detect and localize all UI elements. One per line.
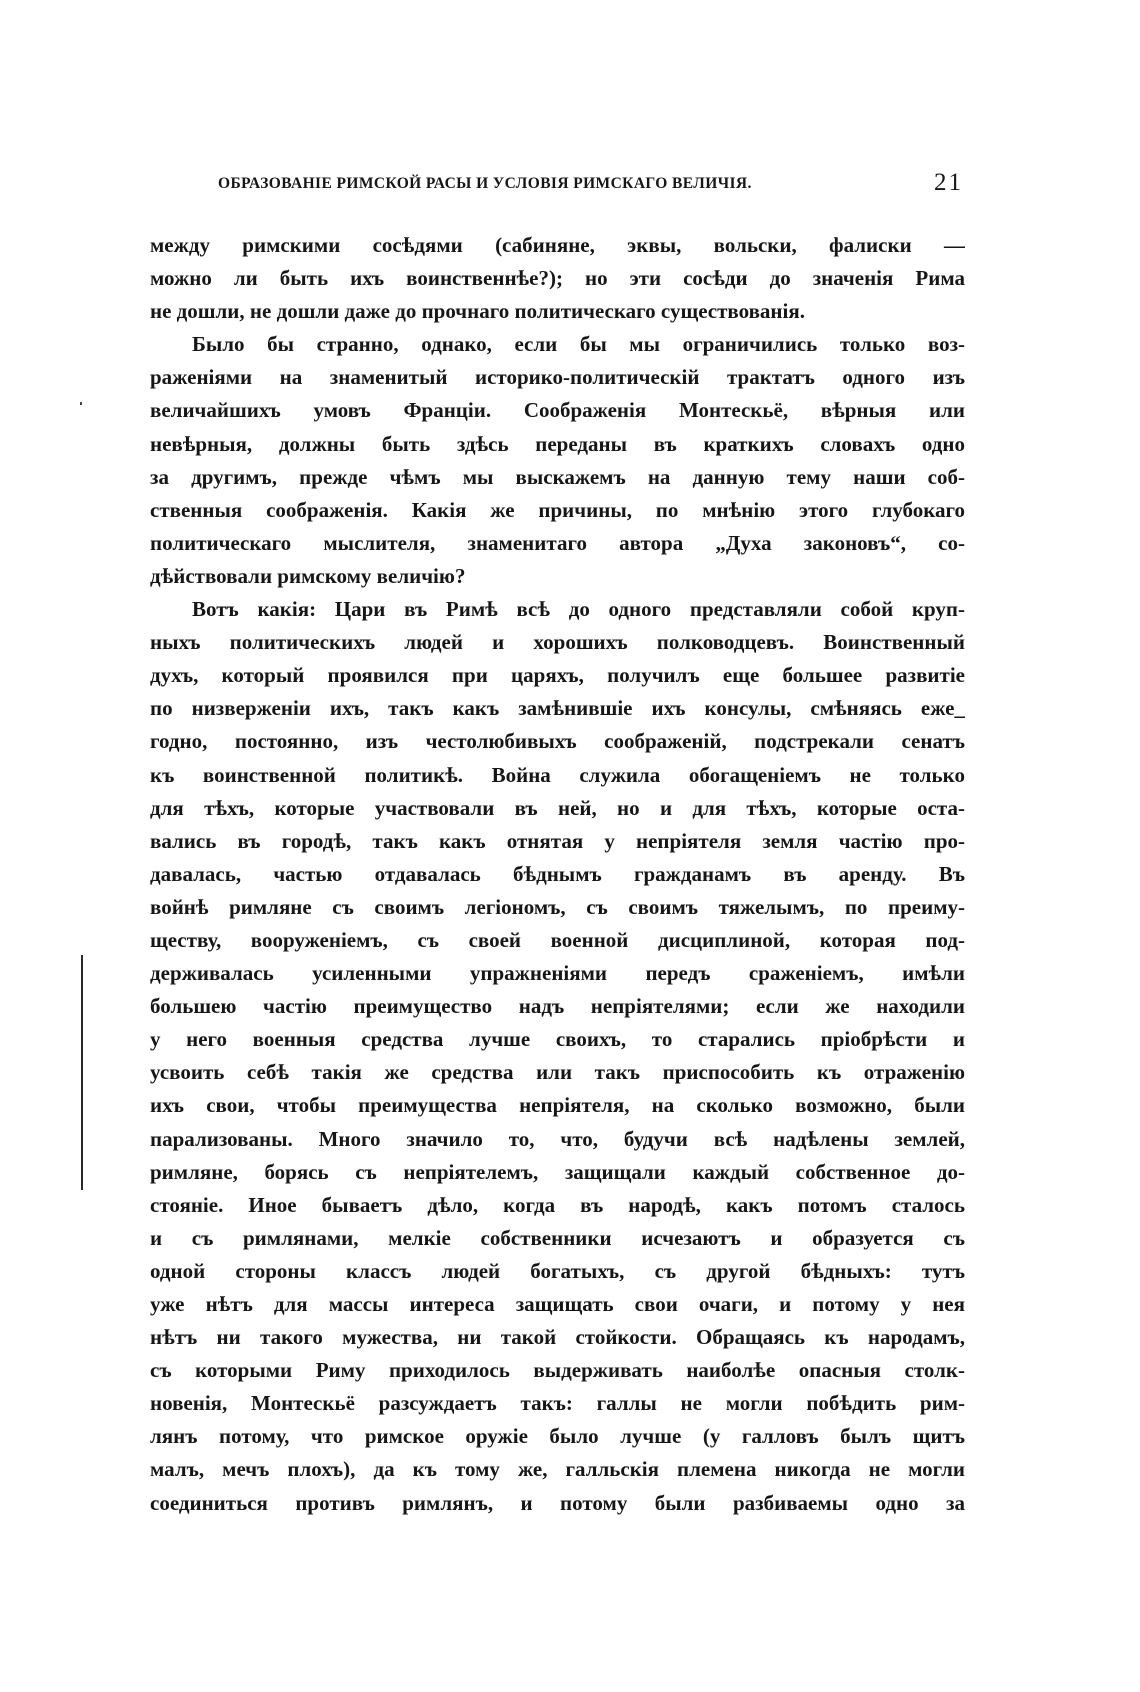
text-line: ихъ свои, чтобы преимущества непріятеля, на сколько возможно, были	[150, 1093, 965, 1118]
text-line: между римскими сосѣдями (сабиняне, эквы, вольски, фалиски —	[150, 233, 965, 257]
text-line: держивалась усиленными упражненіями передъ сраженіемъ, имѣли	[150, 961, 965, 986]
body-text	[150, 229, 965, 1520]
text-line: стояніе. Иное бываетъ дѣло, когда въ народѣ, какъ потомъ сталось	[150, 1192, 965, 1217]
text-line: парализованы. Много значило то, что, будучи всѣ надѣлены землей,	[150, 1126, 965, 1151]
text-line: ныхъ политическихъ людей и хорошихъ полководцевъ. Воинственный	[150, 630, 965, 655]
text-line: Вотъ какія: Цари въ Римѣ всѣ до одного представляли собой круп-	[192, 597, 965, 622]
text-line: духъ, который проявился при царяхъ, получилъ еще большее развитіе	[150, 663, 965, 688]
text-line: величайшихъ умовъ Франціи. Соображенія Монтескьё, вѣрныя или	[150, 398, 965, 423]
text-line: къ воинственной политикѣ. Война служила обогащеніемъ не только	[150, 762, 965, 787]
text-line: новенія, Монтескьё разсуждаетъ такъ: галлы не могли побѣдить рим-	[150, 1391, 965, 1416]
text-line: лянъ потому, что римское оружіе было лучше (у галловъ былъ щитъ	[150, 1424, 965, 1449]
text-line: за другимъ, прежде чѣмъ мы выскажемъ на данную тему наши соб-	[150, 464, 965, 489]
text-line: у него военныя средства лучше своихъ, то старались пріобрѣсти и	[150, 1027, 965, 1052]
text-line: большею частію преимущество надъ непріятелями; если же находили	[150, 994, 965, 1019]
text-line: давалась, частью отдавалась бѣднымъ гражданамъ въ аренду. Въ	[150, 861, 965, 886]
text-line: годно, постоянно, изъ честолюбивыхъ соображеній, подстрекали сенатъ	[150, 729, 965, 754]
text-line: римляне, борясь съ непріятелемъ, защищали каждый собственное до-	[150, 1159, 965, 1184]
text-line: войнѣ римляне съ своимъ легіономъ, съ своимъ тяжелымъ, по преиму-	[150, 894, 965, 919]
text-line: не дошли, не дошли даже до прочнаго политическаго существованія.	[150, 299, 805, 324]
margin-mark	[80, 402, 82, 405]
text-line: и съ римлянами, мелкіе собственники исчезаютъ и образуется съ	[150, 1225, 965, 1250]
page-number: 21	[934, 169, 963, 196]
text-line: ществу, вооруженіемъ, съ своей военной дисциплиной, которая под-	[150, 927, 965, 952]
running-title: ОБРАЗОВАНІЕ РИМСКОЙ РАСЫ И УСЛОВІЯ РИМСКАГО ВЕЛИЧІЯ.	[218, 175, 752, 192]
text-line: можно ли быть ихъ воинственнѣе?); но эти сосѣди до значенія Рима	[150, 266, 965, 291]
text-line: соединиться противъ римлянъ, и потому были разбиваемы одно за	[150, 1490, 965, 1515]
margin-rule	[81, 955, 83, 1190]
text-line: уже нѣтъ для массы интереса защищать свои очаги, и потому у нея	[150, 1292, 965, 1316]
text-line: политическаго мыслителя, знаменитаго автора „Духа законовъ“, со-	[150, 530, 965, 555]
text-line: для тѣхъ, которые участвовали въ ней, но и для тѣхъ, которые оста-	[150, 795, 965, 820]
text-line: одной стороны классъ людей богатыхъ, съ другой бѣдныхъ: тутъ	[150, 1258, 965, 1283]
text-line: малъ, мечъ плохъ), да къ тому же, галльскія племена никогда не могли	[150, 1457, 965, 1482]
text-line: ственныя соображенія. Какія же причины, по мнѣнію этого глубокаго	[150, 497, 965, 522]
text-line: невѣрныя, должны быть здѣсь переданы въ краткихъ словахъ одно	[150, 431, 965, 456]
text-line: раженіями на знаменитый историко-политическій трактатъ одного изъ	[150, 365, 965, 390]
text-line: вались въ городѣ, такъ какъ отнятая у непріятеля земля частію про-	[150, 828, 965, 853]
text-line: по низверженіи ихъ, такъ какъ замѣнившіе ихъ консулы, смѣняясь еже_	[150, 696, 965, 721]
text-line: нѣтъ ни такого мужества, ни такой стойкости. Обращаясь къ народамъ,	[150, 1325, 965, 1350]
text-line: усвоить себѣ такія же средства или такъ приспособить къ отраженію	[150, 1060, 965, 1085]
text-line: съ которыми Риму приходилось выдерживать наиболѣе опасныя столк-	[150, 1358, 965, 1383]
running-head	[218, 169, 963, 202]
text-line: дѣйствовали римскому величію?	[150, 563, 466, 588]
text-line: Было бы странно, однако, если бы мы ограничились только воз-	[192, 332, 965, 357]
